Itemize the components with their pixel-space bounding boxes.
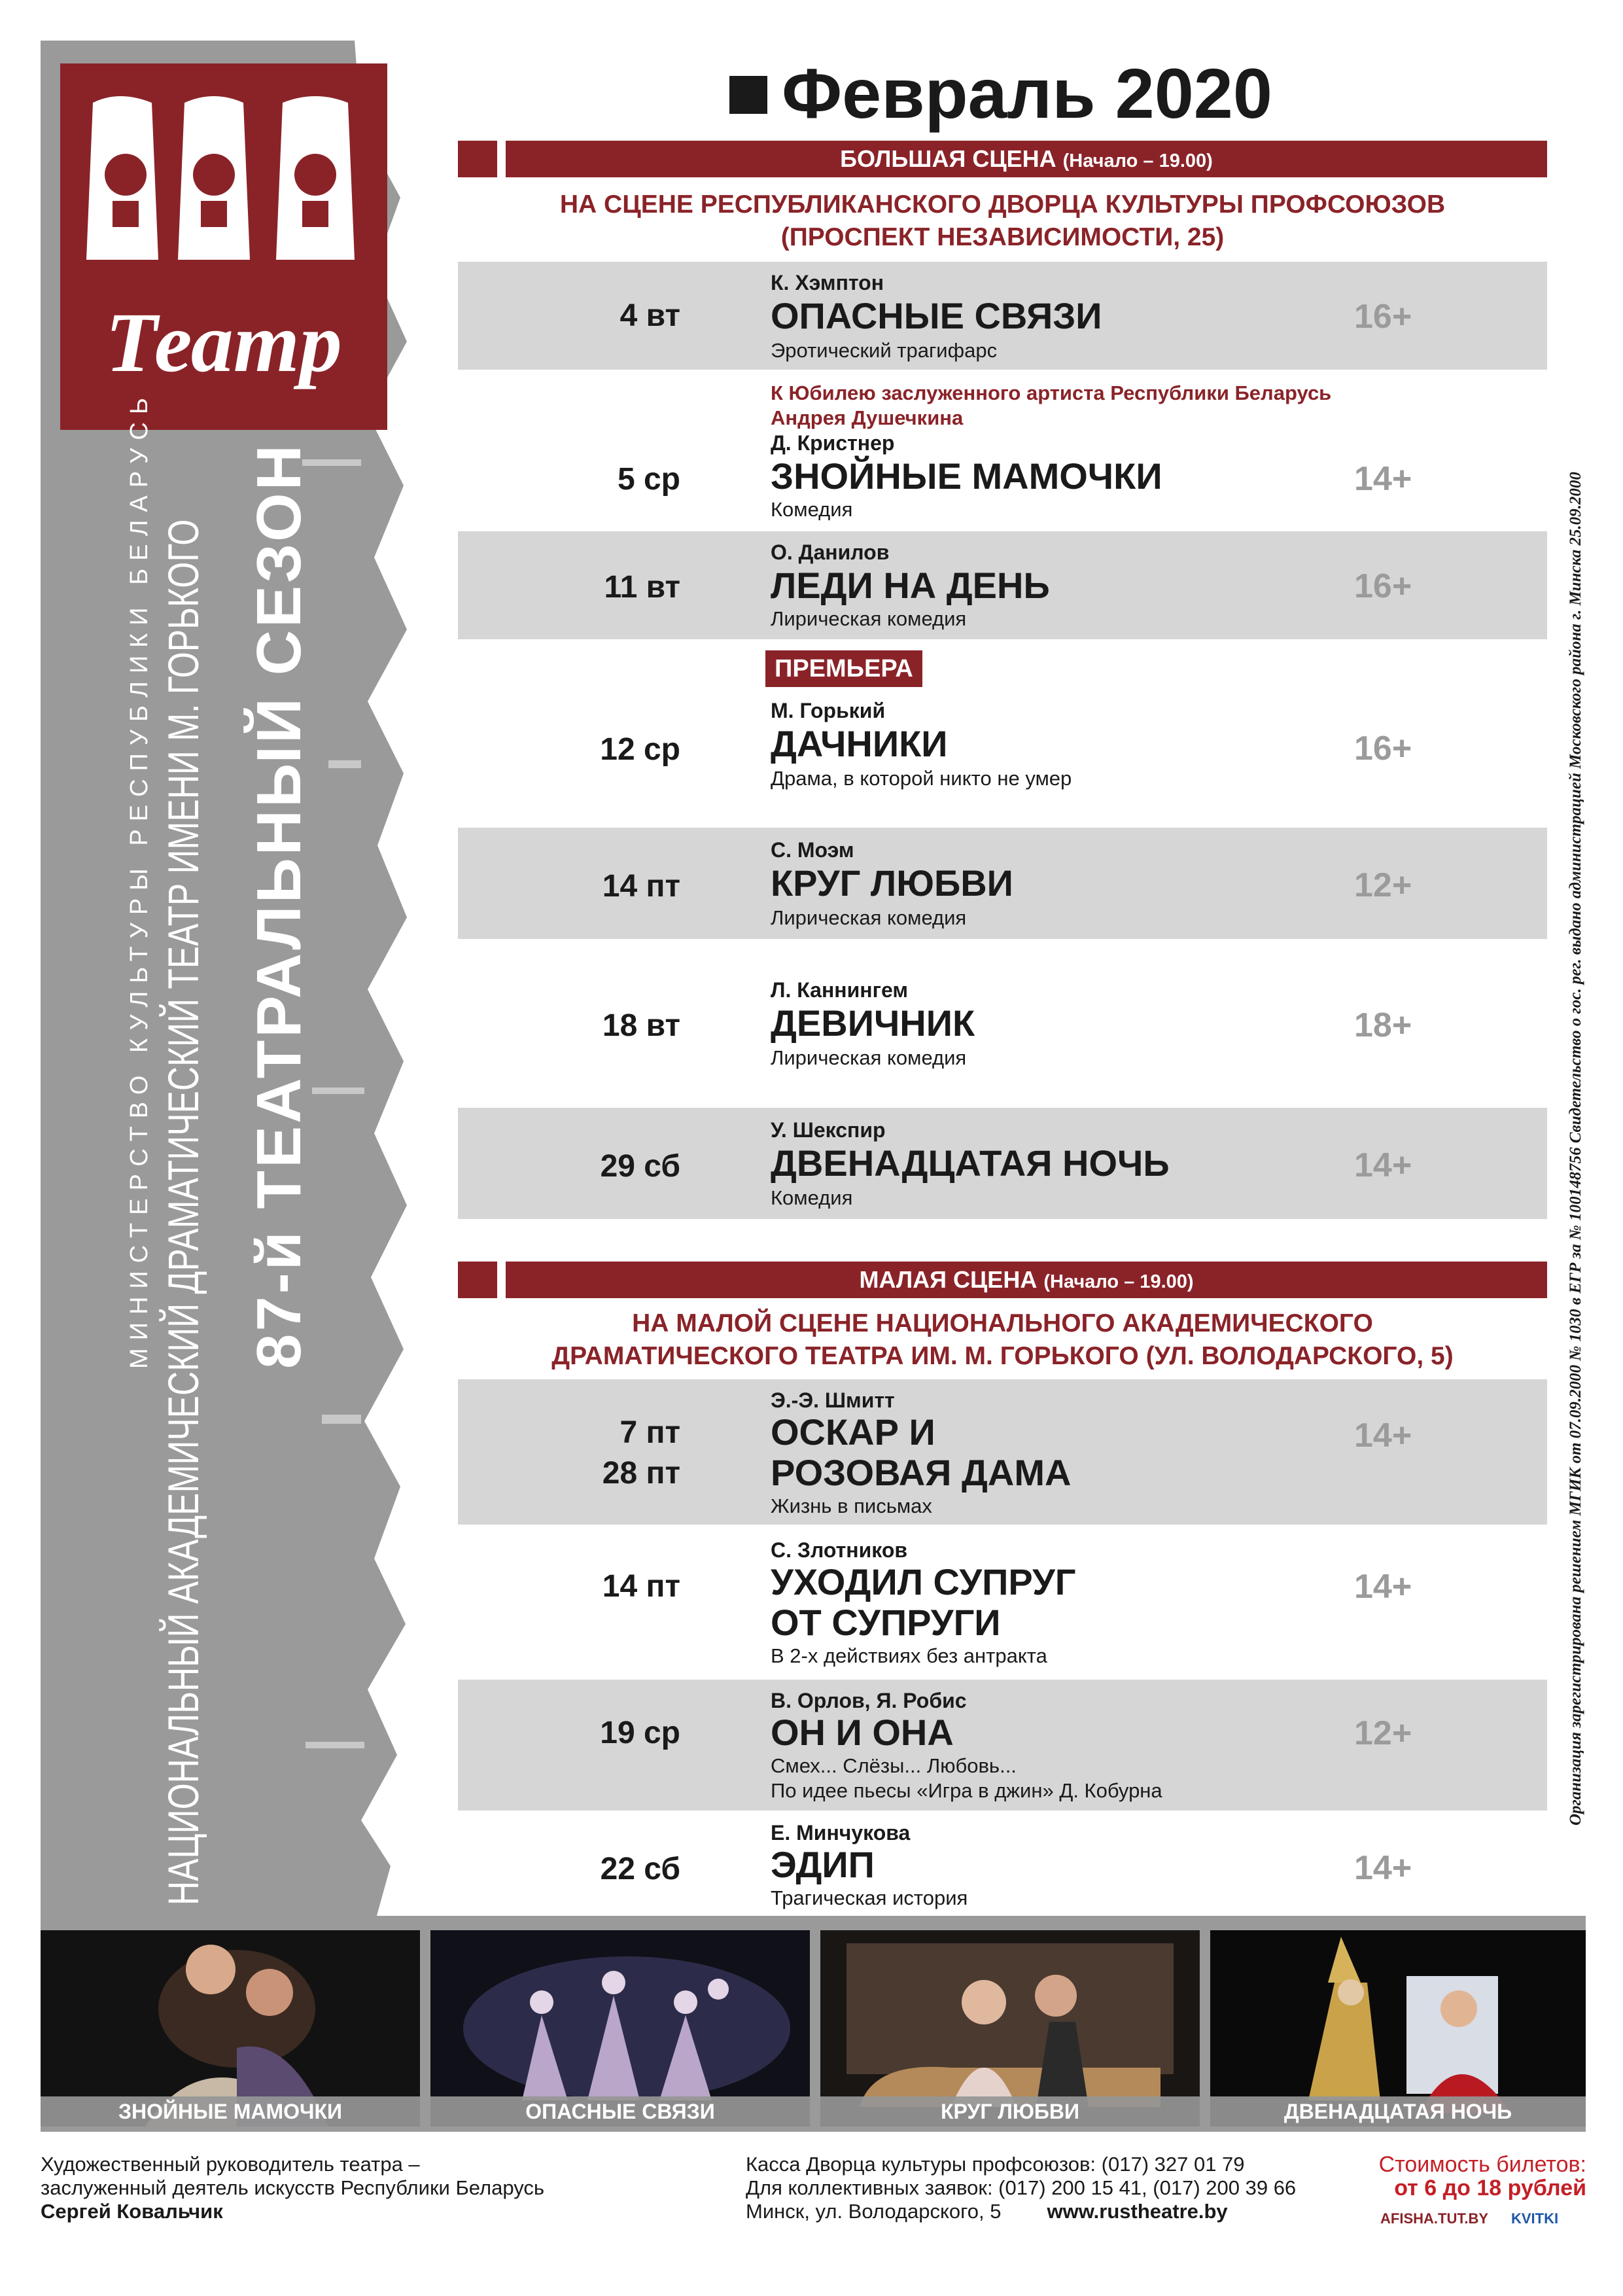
footer-line: заслуженный деятель искусств Республики Беларусь bbox=[41, 2176, 545, 2199]
logo-text: Театр bbox=[105, 296, 342, 390]
show-date: 7 пт bbox=[620, 1415, 680, 1450]
show-title: ЛЕДИ НА ДЕНЬ bbox=[771, 565, 1050, 606]
footer-line: Художественный руководитель театра – bbox=[41, 2153, 420, 2176]
age-rating: 12+ bbox=[1354, 866, 1412, 904]
show-title: ОСКАР И bbox=[771, 1411, 935, 1453]
show-date: 11 вт bbox=[604, 570, 680, 605]
bar-stub bbox=[458, 1262, 497, 1298]
show-author: В. Орлов, Я. Робис bbox=[771, 1689, 967, 1712]
schedule-row bbox=[458, 1379, 1547, 1525]
big-stage-label bbox=[506, 141, 1547, 177]
age-rating: 16+ bbox=[1354, 730, 1412, 768]
season-label: 87-й ТЕАТРАЛЬНЫЙ СЕЗОН bbox=[244, 442, 314, 1369]
venue-line: ДРАМАТИЧЕСКОГО ТЕАТРА ИМ. М. ГОРЬКОГО (УЛ. ВОЛОДАРСКОГО, 5) bbox=[551, 1342, 1454, 1370]
page-title-text: Февраль 2020 bbox=[782, 54, 1272, 133]
show-author: У. Шекспир bbox=[771, 1118, 886, 1142]
show-date: 28 пт bbox=[602, 1456, 680, 1491]
photo-card bbox=[41, 1930, 420, 2127]
show-date: 29 сб bbox=[600, 1149, 680, 1184]
age-rating: 14+ bbox=[1354, 1849, 1412, 1887]
afisha-logo[interactable]: AFISHA.TUT.BY bbox=[1380, 2210, 1488, 2227]
age-rating: 16+ bbox=[1354, 567, 1412, 605]
venue-line: НА МАЛОЙ СЦЕНЕ НАЦИОНАЛЬНОГО АКАДЕМИЧЕСКОГО bbox=[632, 1309, 1373, 1337]
age-rating: 14+ bbox=[1354, 460, 1412, 498]
show-title: ОН И ОНА bbox=[771, 1712, 954, 1753]
show-title: ДАЧНИКИ bbox=[771, 723, 948, 764]
show-date: 22 сб bbox=[600, 1852, 680, 1886]
kvitki-logo[interactable]: KVITKI bbox=[1511, 2210, 1559, 2227]
price-label: Стоимость билетов: bbox=[1378, 2152, 1586, 2177]
website-link[interactable]: www.rustheatre.by bbox=[1047, 2200, 1228, 2223]
theatre-logo bbox=[60, 63, 387, 430]
show-author: Е. Минчукова bbox=[771, 1821, 911, 1845]
age-rating: 14+ bbox=[1354, 1146, 1412, 1184]
show-date: 19 ср bbox=[600, 1716, 680, 1750]
show-genre: Лирическая комедия bbox=[771, 906, 967, 929]
schedule-row bbox=[458, 1816, 1547, 1914]
age-rating: 16+ bbox=[1354, 298, 1412, 336]
big-stage-bar bbox=[458, 141, 1547, 177]
schedule-row bbox=[458, 1108, 1547, 1219]
show-title: КРУГ ЛЮБВИ bbox=[771, 862, 1013, 904]
show-title: РОЗОВАЯ ДАМА bbox=[771, 1452, 1072, 1493]
legal-registration: Организация зарегистрирована решением МГИК от 07.09.2000 № 1030 в ЕГР за № 100148756 Свидетельство о гос. рег. выдано администрацией Московского района г. Минска 25.09.2000 bbox=[1567, 472, 1584, 1826]
schedule-row bbox=[458, 1680, 1547, 1810]
show-genre: Комедия bbox=[771, 498, 853, 521]
show-genre: Лирическая комедия bbox=[771, 607, 967, 630]
show-author: М. Горький bbox=[771, 699, 886, 722]
address: Минск, ул. Володарского, 5 bbox=[746, 2200, 1002, 2223]
show-title: ЗНОЙНЫЕ МАМОЧКИ bbox=[771, 455, 1162, 497]
show-genre: Лирическая комедия bbox=[771, 1046, 967, 1069]
age-rating: 14+ bbox=[1354, 1568, 1412, 1606]
age-rating: 18+ bbox=[1354, 1006, 1412, 1044]
square-bullet-icon bbox=[729, 76, 767, 114]
show-date: 12 ср bbox=[600, 732, 680, 767]
show-genre: В 2-х действиях без антракта bbox=[771, 1644, 1047, 1667]
show-author: О. Данилов bbox=[771, 540, 890, 564]
show-date: 14 пт bbox=[602, 869, 680, 904]
show-date: 4 вт bbox=[620, 298, 680, 333]
schedule-row bbox=[458, 376, 1547, 523]
big-stage-start: (Начало – 19.00) bbox=[1062, 150, 1213, 171]
show-genre: По идее пьесы «Игра в джин» Д. Кобурна bbox=[771, 1779, 1162, 1802]
show-author: Л. Каннингем bbox=[771, 978, 908, 1002]
schedule-row bbox=[458, 1529, 1547, 1674]
photo-caption: ДВЕНАДЦАТАЯ НОЧЬ bbox=[1210, 2096, 1586, 2127]
theatre-name: НАЦИОНАЛЬНЫЙ АКАДЕМИЧЕСКИЙ ДРАМАТИЧЕСКИЙ ТЕАТР ИМЕНИ М. ГОРЬКОГО bbox=[159, 519, 207, 1905]
show-author: С. Злотников bbox=[771, 1538, 908, 1562]
schedule-row bbox=[458, 531, 1547, 639]
price-value: от 6 до 18 рублей bbox=[1394, 2176, 1586, 2200]
show-title: ОТ СУПРУГИ bbox=[771, 1602, 1001, 1643]
faces-logo-icon bbox=[73, 90, 374, 273]
footer-director bbox=[41, 2153, 544, 2223]
photo-caption: ОПАСНЫЕ СВЯЗИ bbox=[430, 2096, 810, 2127]
show-date: 5 ср bbox=[617, 462, 680, 497]
show-title: ДЕВИЧНИК bbox=[771, 1002, 975, 1044]
director-name: Сергей Ковальчик bbox=[41, 2200, 223, 2223]
show-genre: Комедия bbox=[771, 1186, 853, 1209]
photo-card bbox=[820, 1930, 1200, 2127]
show-title: ОПАСНЫЕ СВЯЗИ bbox=[771, 295, 1102, 336]
show-title: УХОДИЛ СУПРУГ bbox=[771, 1561, 1076, 1602]
photo-card bbox=[430, 1930, 810, 2127]
show-genre: Смех... Слёзы... Любовь... bbox=[771, 1754, 1017, 1777]
schedule-row bbox=[458, 262, 1547, 370]
show-genre: Эротический трагифарс bbox=[771, 339, 998, 362]
show-author: Д. Кристнер bbox=[771, 431, 895, 455]
box-office-phone: Касса Дворца культуры профсоюзов: (017) 327 01 79 bbox=[746, 2153, 1245, 2176]
show-author: К. Хэмптон bbox=[771, 271, 884, 294]
premiere-badge: ПРЕМЬЕРА bbox=[765, 650, 922, 687]
show-title: ДВЕНАДЦАТАЯ НОЧЬ bbox=[771, 1142, 1170, 1184]
show-date: 14 пт bbox=[602, 1569, 680, 1604]
show-genre: Драма, в которой никто не умер bbox=[771, 767, 1072, 790]
schedule-row bbox=[458, 828, 1547, 939]
photo-caption: КРУГ ЛЮБВИ bbox=[820, 2096, 1200, 2127]
big-stage-name: БОЛЬШАЯ СЦЕНА bbox=[840, 145, 1056, 172]
big-stage-venue bbox=[458, 188, 1547, 254]
small-stage-start: (Начало – 19.00) bbox=[1043, 1271, 1194, 1292]
schedule-row bbox=[458, 952, 1547, 1089]
bar-stub bbox=[458, 141, 497, 177]
show-author: С. Моэм bbox=[771, 838, 854, 862]
small-stage-label bbox=[506, 1262, 1547, 1298]
footer-prices bbox=[1338, 2153, 1586, 2200]
small-stage-bar bbox=[458, 1262, 1547, 1298]
photo-card bbox=[1210, 1930, 1586, 2127]
footer-contacts bbox=[746, 2153, 1296, 2223]
age-rating: 12+ bbox=[1354, 1714, 1412, 1752]
page-title bbox=[729, 52, 1272, 134]
group-orders-phone: Для коллективных заявок: (017) 200 15 41, (017) 200 39 66 bbox=[746, 2176, 1297, 2199]
ministry-label: МИНИСТЕРСТВО КУЛЬТУРЫ РЕСПУБЛИКИ БЕЛАРУСЬ bbox=[126, 390, 153, 1369]
photo-strip bbox=[41, 1916, 1586, 2132]
show-note: Андрея Душечкина bbox=[771, 406, 964, 429]
show-author: Э.-Э. Шмитт bbox=[771, 1388, 895, 1412]
address-line bbox=[746, 2200, 1296, 2223]
sidebar bbox=[41, 41, 427, 1925]
show-genre: Трагическая история bbox=[771, 1886, 968, 1909]
small-stage-name: МАЛАЯ СЦЕНА bbox=[859, 1266, 1038, 1293]
photo-caption: ЗНОЙНЫЕ МАМОЧКИ bbox=[41, 2096, 420, 2127]
show-genre: Жизнь в письмах bbox=[771, 1494, 932, 1517]
show-title: ЭДИП bbox=[771, 1844, 875, 1885]
small-stage-venue bbox=[458, 1307, 1547, 1373]
venue-line: (ПРОСПЕКТ НЕЗАВИСИМОСТИ, 25) bbox=[780, 223, 1225, 251]
show-note: К Юбилею заслуженного артиста Республики Беларусь bbox=[771, 381, 1332, 404]
show-date: 18 вт bbox=[602, 1008, 680, 1043]
venue-line: НА СЦЕНЕ РЕСПУБЛИКАНСКОГО ДВОРЦА КУЛЬТУРЫ ПРОФСОЮЗОВ bbox=[559, 190, 1446, 219]
schedule-row bbox=[458, 648, 1547, 811]
age-rating: 14+ bbox=[1354, 1417, 1412, 1455]
